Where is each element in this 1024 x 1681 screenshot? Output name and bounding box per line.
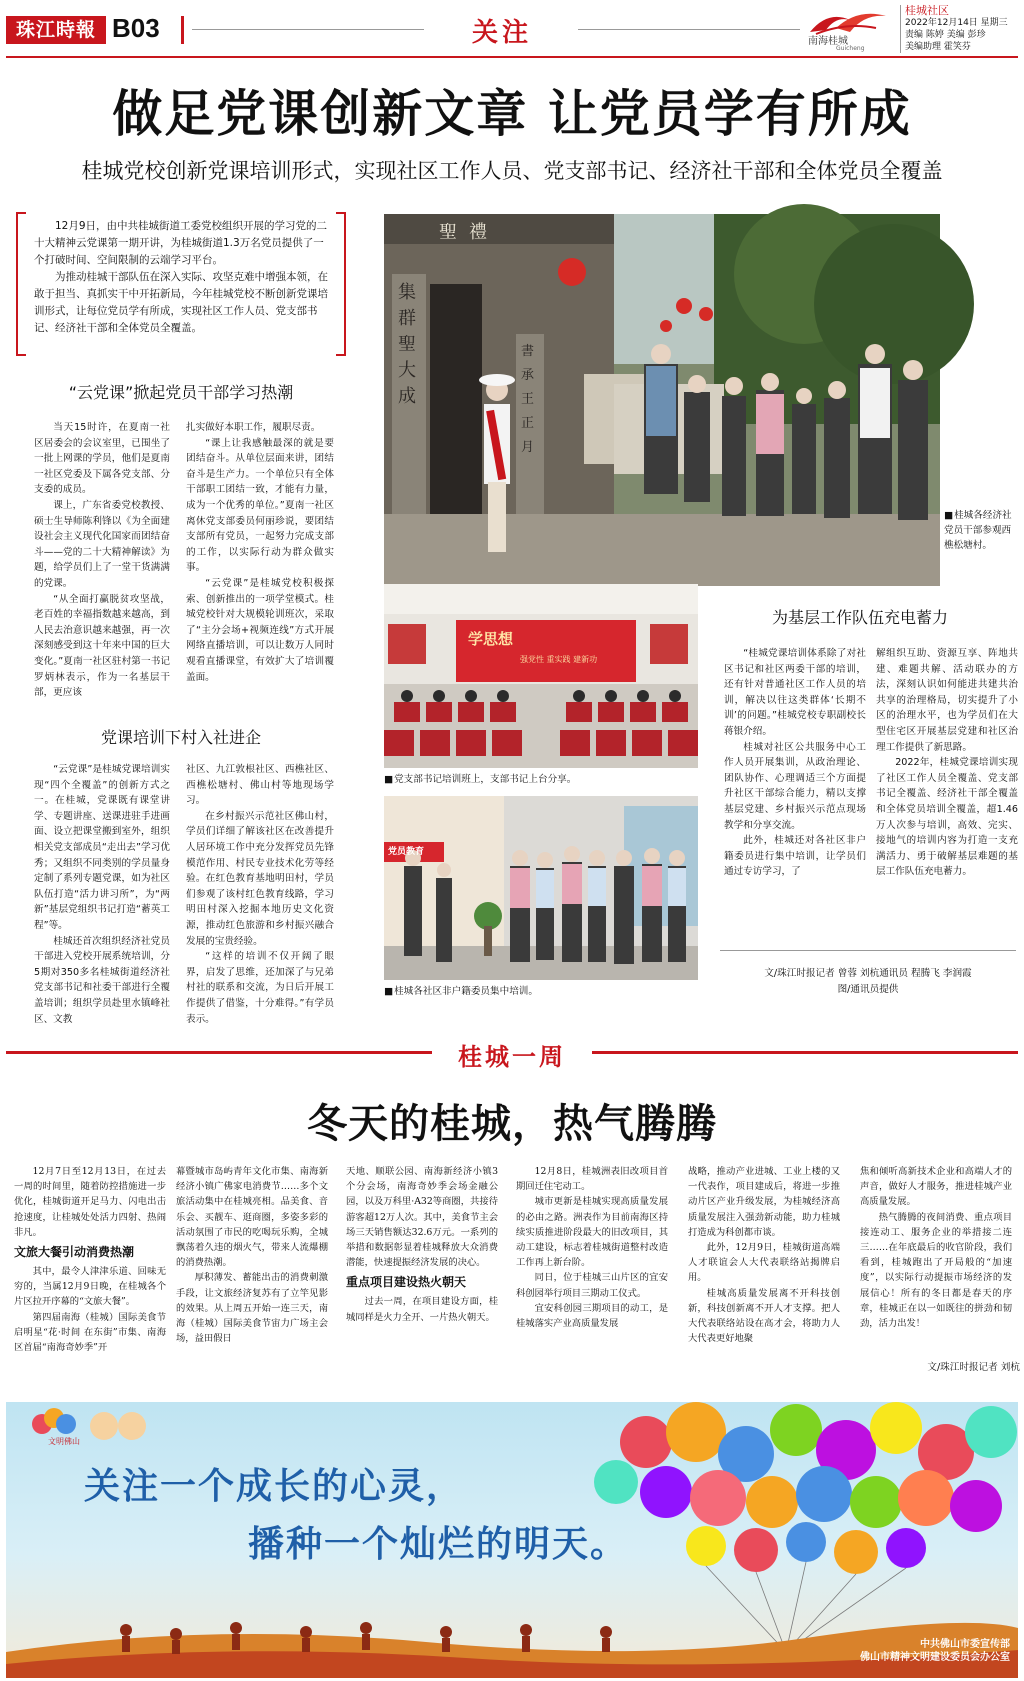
screen-slogan-main: 学思想	[468, 630, 514, 648]
paragraph: 其中，最令人津津乐道、回味无穷的，当属12月9日晚，在桂城各个片区拉开序幕的“文旅大餐”。	[14, 1266, 166, 1308]
temple-plaque-side: 集群聖大成	[398, 282, 416, 407]
paragraph: 厚积薄发、蓄能出击的消费刺激手段，让文旅经济复苏有了立竿见影的效果。从上周五开始一连三天，南海（桂城）国际美食节宙力广场主会场，益田假日	[176, 1272, 328, 1345]
section2-column-2	[186, 762, 334, 1025]
photo-village-visit-image	[384, 214, 940, 586]
logo-text: 南海桂城	[808, 36, 848, 47]
paragraph: “这样的培训不仅开阔了眼界，启发了思维，还加深了与兄弟村社的联系和交流，为日后开展工作提供了借鉴，十分难得。”有学员表示。	[186, 951, 334, 1025]
photo-training-session-image	[384, 584, 698, 768]
paragraph: 战略，推动产业进城、工业上楼的又一代表作，项目建成后，将进一步推动片区产业升级发展，为桂城经济高质量发展注入强劲新动能，助力桂城打造成为科创都市谈。	[688, 1166, 840, 1238]
photo-village-visit	[384, 214, 940, 586]
section3-column-2	[876, 646, 1018, 914]
temple-plaque-top: 聖禮	[439, 222, 499, 243]
paragraph: 宜安科创园三期项目的动工，是桂城落实产业高质量发展	[516, 1302, 668, 1330]
photo-training-session	[384, 584, 698, 768]
issue-date: 2022年12月14日 星期三	[905, 18, 1008, 28]
photo-caption-1: ■ 桂城各经济社党员干部参观西樵松塘村。	[944, 508, 1014, 553]
section3-title: 为基层工作队伍充电蓄力	[771, 608, 948, 627]
photo-caption-2: ■ 党支部书记培训班上，支部书记上台分享。	[384, 772, 698, 787]
paragraph: 同日，位于桂城三山片区的宜安科创园举行项目三期动工仪式。	[516, 1272, 668, 1299]
paragraph: 幕暨城市岛屿青年文化市集、南海新经济小镇广佛家电消费节……多个文旅活动集中在桂城亮相。品美食、音乐会、买靓车、逛商圈，多姿多彩的活动氛围了市民的吃喝玩乐购，全城飘荡着久违的烟火气，带来人流爆棚的消费热潮。	[176, 1166, 328, 1269]
paragraph: 过去一周，在项目建设方面，桂城同样是火力全开、一片热火朝天。	[346, 1296, 498, 1323]
page-number: B03	[112, 13, 160, 43]
masthead-rule	[6, 56, 1018, 58]
paragraph: “桂城党课培训体系除了对社区书记和社区两委干部的培训，还有针对普通社区工作人员的培训，解决以往这类群体‘长期不训’的问题。”桂城党校专职副校长蒋银介绍。	[724, 648, 866, 737]
weekly-byline: 文/珠江时报记者 刘杭	[927, 1362, 1020, 1373]
screen-slogan-sub: 强党性 重实践 建新功	[520, 655, 598, 664]
temple-couplet: 書承王正月	[521, 344, 535, 455]
weekly-rule-left	[6, 1051, 432, 1054]
paragraph: 天地、顺联公园、南海新经济小镇3个分会场，南海奇妙季会场金融公园，以及万科里·A32等商圈，共接待游客超12万人次。其中，美食节主会场三天销售额达32.6万元。一系列的举措和数据彰显着桂城释放大众消费潜能，快速提振经济发展的决心。	[346, 1166, 498, 1269]
section1-title: “云党课”掀起党员干部学习热潮	[68, 383, 294, 402]
edition-info	[900, 5, 1020, 53]
byline-rule	[720, 950, 1016, 951]
paragraph: 此外，桂城还对各社区非户籍委员进行集中培训，让学员们通过专访学习，了	[724, 835, 866, 878]
section-rule-right	[578, 29, 800, 30]
paragraph: 热气腾腾的夜间消费、重点项目接连动工、服务企业的举措接二连三……在年底最后的收官阶段，我们看到，桂城跑出了开局般的“加速度”，以实际行动提振市场经济的发展信心！所有的冬日都是春天的序章，桂城正在以一如既往的拼劲和韧劲，活力出发！	[860, 1211, 1012, 1330]
paragraph: “云党课”是桂城党课培训实现“四个全覆盖”的创新方式之一。在桂城，党课既有课堂讲学、专题讲座、送课进驻手进画面、设立把课堂搬到室外，组织相关党支部成员“走出去”学习优秀；又组织不同类别的学员量身定制了系列专题党课，如为社区队伍打造“活力讲习所”，为“两新”基层党组织书记打造“蓄英工程”等。	[34, 764, 170, 931]
paragraph: 焦和倾听高新技术企业和高端人才的声音，做好人才服务，推进桂城产业高质量发展。	[860, 1166, 1012, 1208]
ad-organization	[800, 1638, 1010, 1664]
paragraph: 桂城高质量发展离不开科技创新，科技创新离不开人才支撑。把人大代表联络站设在高才会，将助力人大代表更好地聚	[688, 1287, 840, 1345]
article-headline: 做足党课创新文章 让党员学有所成	[112, 85, 912, 143]
weekly-headline: 冬天的桂城，热气腾腾	[307, 1101, 717, 1147]
editor-credit: 责编 陈婷 美编 彭珍	[905, 30, 986, 40]
paragraph: 第四届南海（桂城）国际美食节启明星“花·时间 在东街”市集、南海区首届“南海奇妙季”开	[14, 1311, 166, 1354]
paragraph: “课上让我感触最深的就是要团结奋斗。从单位层面来讲，团结奋斗是生产力。一个单位只有全体干部职工团结一致，才能有力量，成为一个优秀的单位。”夏南一社区离休党支部委员何丽珍说，要团结支部所有党员，一起努力完成支部的工作，以实际行动为群众做实事。	[186, 437, 334, 574]
lead-paragraph-box	[16, 212, 346, 352]
paragraph: 在乡村振兴示范社区佛山村，学员们详细了解该社区在改善提升人居环境工作中充分发挥党员先锋模范作用、村民专业技术化劳等经验。在红色教育基地明田村，学员们参观了该村红色教育线路，学习明田村深入挖掘本地历史文化资源，推动红色旅游和乡村振兴融合发展的宝贵经验。	[186, 810, 334, 947]
paragraph: “云党课”是桂城党校积极探索、创新推出的一项学堂模式。桂城党校针对大规模轮训班次，采取了“主分会场+视频连线”方式开展网络直播培训，可以让数万人同时观看直播课堂，有效扩大了培训覆盖面。	[186, 577, 334, 683]
paragraph: 此外，12月9日，桂城街道高端人才联谊会人大代表联络站揭牌启用。	[688, 1242, 840, 1284]
paragraph: 扎实做好本职工作，履职尽责。	[186, 422, 321, 433]
newspaper-logo: 珠江時報	[6, 16, 106, 44]
page-number-divider	[181, 16, 184, 44]
article-subheadline: 桂城党校创新党课培训形式，实现社区工作人员、党支部书记、经济社干部和全体党员全覆盖	[81, 159, 943, 183]
weekly-rule-right	[592, 1051, 1018, 1054]
photo-community-training-image	[384, 796, 698, 980]
section-rule-left	[192, 29, 424, 30]
ad-org-line: 中共佛山市委宣传部	[920, 1639, 1010, 1650]
weekly-column-4	[516, 1164, 668, 1376]
section3-column-1	[724, 646, 866, 914]
weekly-column-1	[14, 1164, 166, 1376]
logo-subtext: Guicheng	[836, 45, 865, 52]
paragraph: 课上，广东省委党校教授、硕士生导师陈利锋以《为全面建设社会主义现代化国家而团结奋斗——党的二十大精神解读》为题，给学员们上了一堂干货满满的党课。	[34, 499, 170, 589]
paragraph: 12月7日至12月13日，在过去一周的时间里，随着防控措施进一步优化，桂城街道开足马力、闪电出击抢速度，让桂城处处活力四射、热闹非凡。	[14, 1166, 166, 1238]
ad-slogan-line-2: 播种一个灿烂的明天。	[248, 1523, 629, 1565]
ad-slogan-line-1: 关注一个成长的心灵，	[84, 1465, 465, 1507]
paragraph: 12月8日，桂城洲表旧改项目首期回迁住宅动工。	[516, 1166, 668, 1193]
paragraph: “从全面打赢脱贫攻坚战，老百姓的幸福指数越来越高，到人民去治意识越来越强，再一次深刻感受到这十年来中国的巨大变化。”夏南一社区驻村第一书记罗炳林表示，作为一名基层干部，更应该	[34, 593, 170, 699]
weekly-column-5	[688, 1164, 840, 1376]
photo-community-training	[384, 796, 698, 980]
section2-column-1	[34, 762, 170, 1025]
weekly-section-title: 桂城一周	[458, 1043, 566, 1071]
paragraph: 社区、九江敦根社区、西樵社区、西樵松塘村、佛山村等地现场学习。	[186, 764, 334, 807]
weekly-column-2	[176, 1164, 328, 1376]
lead-paragraph: 为推动桂城干部队伍在深入实际、攻坚克难中增强本领，在敢于担当、真抓实干中开拓新局，今年桂城党校不断创新党课培训形式，让每位党员学有所成，实现社区工作人员、党支部书记、经济社干部和全体党员全覆盖。	[34, 271, 328, 334]
wall-banner: 党员教育	[388, 847, 425, 857]
weekly-column-3	[346, 1164, 498, 1376]
section2-title: 党课培训下村入社进企	[100, 728, 261, 747]
weekly-subheading: 文旅大餐引动消费热潮	[14, 1245, 135, 1260]
paragraph: 桂城还首次组织经济社党员干部进入党校开展系统培训，分5期对350多名桂城街道经济社党支部书记和社委干部进行全覆盖培训；组织学员赴里水镇峰社区、文教	[34, 935, 170, 1025]
ad-org-line: 佛山市精神文明建设委员会办公室	[860, 1652, 1010, 1663]
section-title: 关注	[471, 18, 532, 48]
paragraph: 桂城对社区公共服务中心工作人员开展集训，从政治理论、团队协作、心理调适三个方面提升社区干部综合能力，精以支撑基层党建、乡村振兴示范点现场教学和分享交流。	[724, 741, 866, 831]
ad-logo-text: 文明佛山	[48, 1437, 80, 1446]
paragraph: 解组织互助、资源互享、阵地共建、难题共解、活动联办的方法，深刻认识如何能进共建共治共享的治理格局，切实提升了小区的治理水平，也为学员们在大型住宅区开展基层党建和社区治理工作提供了新思路。	[876, 648, 1018, 753]
lead-paragraph: 12月9日，由中共桂城街道工委党校组织开展的学习党的二十大精神云党课第一期开讲，为桂城街道1.3万名党员提供了一个打破时间、空间限制的云端学习平台。	[34, 220, 328, 266]
paragraph: 城市更新是桂城实现高质量发展的必由之路。洲表作为目前南海区持续实质推进阶段最大的旧改项目，其动工建设，标志着桂城街道整村改造工作再上新台阶。	[516, 1196, 668, 1269]
masthead	[0, 0, 1024, 56]
section1-column-2	[186, 420, 334, 690]
paragraph: 2022年，桂城党课培训实现了社区工作人员全覆盖、党支部书记全覆盖、经济社干部全覆盖和全体党员培训全覆盖，超1.46万人次参与培训，高效、完实、接地气的培训内容为打造一支充满活力、勇于破解基层难题的基层工作队伍充电蓄力。	[876, 757, 1018, 878]
weekly-subheading: 重点项目建设热火朝天	[346, 1275, 467, 1290]
community-label: 桂城社区	[905, 4, 949, 17]
article-byline: 文/珠江时报记者 曾蓉 刘杭通讯员 程腾飞 李润霞 图/通讯员提供	[764, 968, 972, 995]
photo-caption-3: ■ 桂城各社区非户籍委员集中培训。	[384, 984, 698, 999]
assistant-credit: 美编助理 霍笑芬	[905, 42, 971, 52]
weekly-column-6	[860, 1164, 1012, 1354]
paragraph: 当天15时许，在夏南一社区居委会的会议室里，已围坐了一批上网课的学员，他们是夏南一社区党委及下属各党支部、分支委的成员。	[34, 422, 170, 496]
section1-column-1	[34, 420, 170, 699]
